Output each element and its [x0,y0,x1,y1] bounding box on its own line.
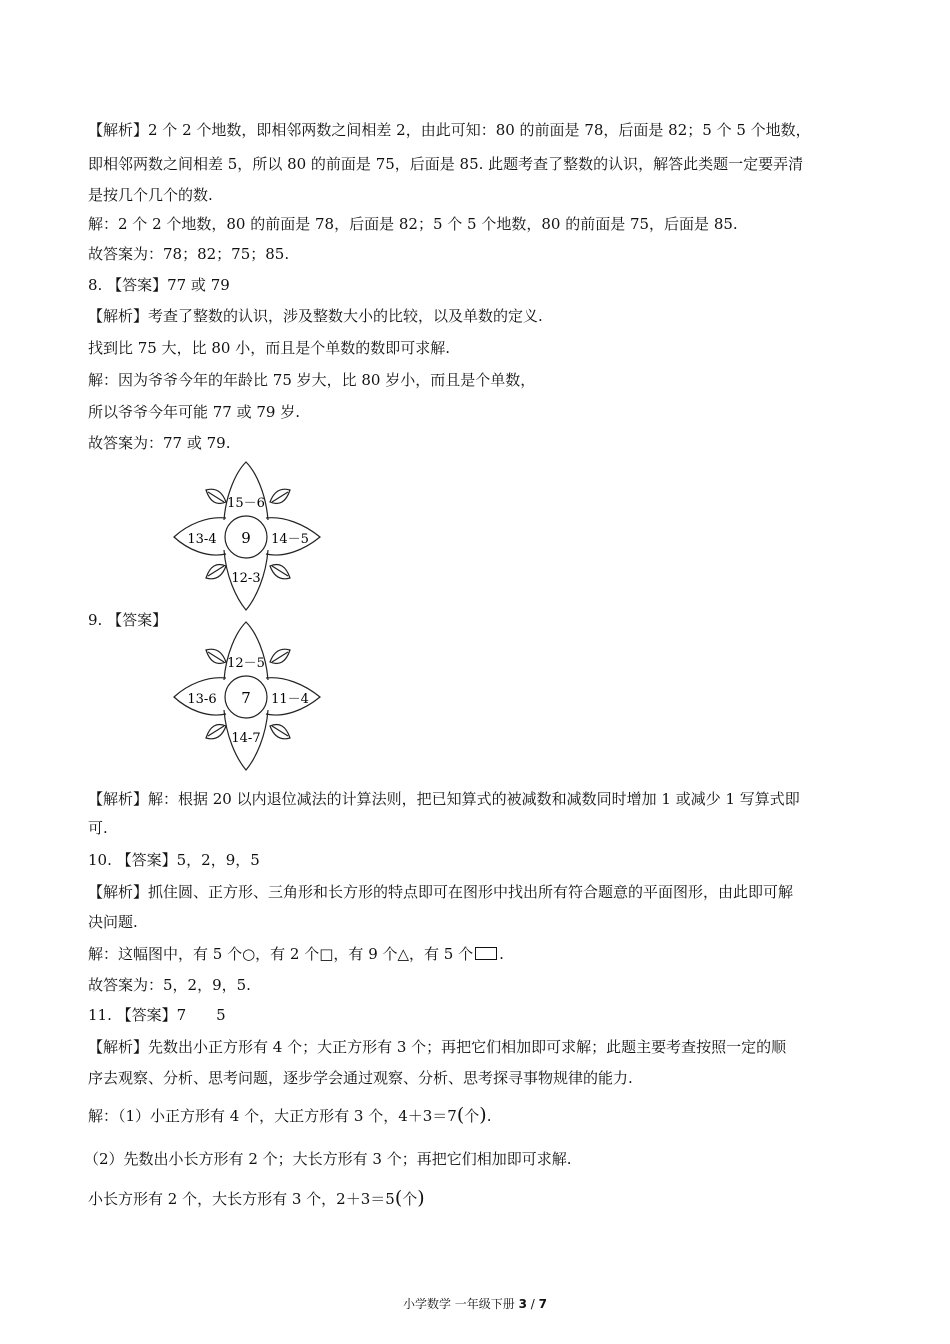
shape-count-end: . [499,945,504,963]
text-line: 可. [88,819,108,837]
flower-1-right: 14－5 [271,532,309,547]
rectangle-icon [475,947,497,960]
flower-1-left: 13-4 [187,532,217,547]
solution-1: 解：（1）小正方形有 4 个，大正方形有 3 个，4＋3＝7(个). [88,1104,492,1126]
flower-2-top: 12－5 [227,656,265,671]
text-line: 【解析】先数出小正方形有 4 个；大正方形有 3 个；再把它们相加即可求解；此题主要考查按照一定的顺 [88,1038,787,1056]
answer-10: 10. 【答案】5，2，9，5 [88,851,260,869]
solution-1-text: 解：（1）小正方形有 4 个，大正方形有 3 个， [88,1107,399,1125]
flower-2-right: 11－4 [271,692,309,707]
footer-total: 7 [538,1297,548,1311]
text-line: 解：2 个 2 个地数，80 的前面是 78，后面是 82；5 个 5 个地数，80 的前面是 75，后面是 85. [88,215,738,233]
text-line: 决问题. [88,913,138,931]
text-line: 故答案为：78；82；75；85. [88,245,290,263]
flower-diagram-1 [168,458,328,613]
text-line: 故答案为：77 或 79. [88,434,231,452]
flower-2-bottom: 14-7 [231,731,261,746]
flower-diagram-2 [168,618,328,773]
solution-1-formula: 4＋3＝7 [398,1107,457,1125]
footer-sep: / [530,1297,535,1311]
solution-2: 小长方形有 2 个，大长方形有 3 个，2＋3＝5(个) [88,1187,425,1209]
page-footer [0,1295,950,1312]
solution-1-unit: 个 [464,1107,480,1125]
answer-8: 8. 【答案】77 或 79 [88,276,230,294]
footer-text: 小学数学 一年级下册 [402,1297,515,1311]
flower-1-top: 15－6 [227,496,265,511]
flower-1-bottom: 12-3 [231,571,261,586]
flower-2-center: 7 [241,689,251,707]
solution-2-formula: 2＋3＝5 [336,1190,395,1208]
flower-2-left: 13-6 [187,692,217,707]
footer-page: 3 [518,1297,527,1311]
solution-2-text: 小长方形有 2 个，大长方形有 3 个， [88,1190,337,1208]
step-2: （2）先数出小长方形有 2 个；大长方形有 3 个；再把它们相加即可求解. [84,1150,572,1168]
text-line: 【解析】考查了整数的认识，涉及整数大小的比较，以及单数的定义. [88,307,543,325]
text-line: 【解析】抓住圆、正方形、三角形和长方形的特点即可在图形中找出所有符合题意的平面图形，由此即可解 [88,883,794,901]
text-line: 序去观察、分析、思考问题，逐步学会通过观察、分析、思考探寻事物规律的能力. [88,1069,633,1087]
text-line: 找到比 75 大，比 80 小，而且是个单数的数即可求解. [88,339,451,357]
text-line: 即相邻两数之间相差 5，所以 80 的前面是 75，后面是 85. 此题考查了整数的认识，解答此类题一定要弄清 [88,155,804,173]
shape-count-text: 解：这幅图中，有 5 个○，有 2 个□，有 9 个△，有 5 个 [88,945,474,963]
text-line: 是按几个几个的数. [88,186,213,204]
solution-1-end: . [486,1107,492,1125]
text-line: 故答案为：5，2，9，5. [88,976,251,994]
text-line: 【解析】2 个 2 个地数，即相邻两数之间相差 2，由此可知：80 的前面是 78，后面是 82；5 个 5 个地数， [88,121,811,139]
text-line: 【解析】解：根据 20 以内退位减法的计算法则，把已知算式的被减数和减数同时增加 1 或减少 1 写算式即 [88,790,800,808]
text-line: 解：因为爷爷今年的年龄比 75 岁大，比 80 岁小，而且是个单数， [88,371,536,389]
shape-count-line [88,944,504,964]
flower-1-center: 9 [241,529,251,547]
answer-9-label: 9. 【答案】 [88,611,168,629]
answer-11: 11. 【答案】7 5 [88,1006,226,1024]
solution-2-unit: 个 [402,1190,418,1208]
text-line: 所以爷爷今年可能 77 或 79 岁. [88,403,301,421]
